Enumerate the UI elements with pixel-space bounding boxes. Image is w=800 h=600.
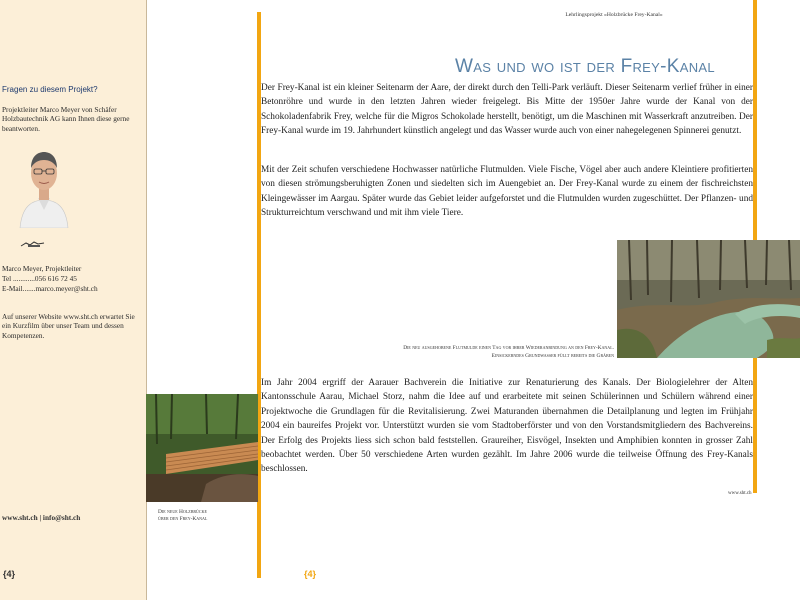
- paragraph-3: Im Jahr 2004 ergriff der Aarauer Bachverein die Initiative zur Renaturierung des Kanals. Der Biologielehrer der Alten Kantonsschule Aarau, Michael Storz, nahm die Idee auf und erarbeitete mit seinen Schülerinnen und Schülern während einer Projektwoche die Grundlagen für die Revitalisierung. Zwei Maturanden übernahmen die Detailplanung und legten im Frühjahr 2004 ein baureifes Projekt vor. Unterstützt wurden sie vom Stadtoberförster und von den Vorstandsmitgliedern des Bachvereins. Der Erfolg des Projekts liess sich schon bald feststellen. Graureiher, Eisvögel, Insekten und Amphibien konnten in grosser Zahl beobachtet werden. Über 50 verschiedene Arten wurden gezählt. Im Jahre 2006 wurde die teilweise Öffnung des Frey-Kanals beschlossen.: [261, 378, 753, 475]
- contact-name: Marco Meyer, Projektleiter: [2, 264, 82, 273]
- website-note: Auf unserer Website www.sht.ch erwartet Sie ein Kurzfilm über unser Team und dessen Kompetenzen.: [2, 312, 135, 340]
- running-header: Lehrlingsprojekt «Holzbrücke Frey-Kanal»: [565, 12, 663, 18]
- portrait-photo: [16, 140, 72, 228]
- caption-bridge-2: über den Frey-Kanal: [158, 516, 208, 522]
- caption-flood-basin-2: Einsickerndes Grundwasser füllt bereits die Gräben: [491, 353, 614, 359]
- sidebar-heading: Fragen zu diesem Projekt?: [2, 85, 98, 94]
- caption-flood-basin-1: Die neu ausgehobene Flutmulde einen Tag vor ihrer Wiederanbindung an den Frey-Kanal.: [403, 345, 614, 351]
- paragraph-1: Der Frey-Kanal ist ein kleiner Seitenarm der Aare, der direkt durch den Telli-Park verläuft. Dieser Seitenarm verlief früher in einer Betonröhre und wurde in den letzten Jahren wieder freigelegt. Bis Mitte der 1950er Jahre wurde der Kanal von der Schokoladenfabrik Frey, welche für die Migros Schokolade herstellt, benötigt, um die Maschinen mit Wasserkraft anzutreiben. Der Frey-Kanal wurde im 19. Jahrhundert künstlich angelegt und das Wasser wurde auch von einer nahegelegenen Spinnerei genutzt.: [261, 83, 753, 137]
- sidebar-divider: [146, 0, 147, 600]
- main-page-number: {4}: [304, 569, 317, 579]
- sidebar-links[interactable]: www.sht.ch | info@sht.ch: [2, 513, 81, 522]
- contact-phone: Tel ............056 616 72 45: [2, 274, 77, 283]
- caption-bridge-1: Die neue Holzbrücke: [158, 509, 207, 515]
- page-title: Was und wo ist der Frey-Kanal: [455, 56, 715, 77]
- credit-url[interactable]: www.sht.ch: [728, 491, 752, 496]
- paragraph-2: Mit der Zeit schufen verschiedene Hochwasser natürliche Flutmulden. Viele Fische, Vögel aber auch andere Kleintiere profitierten von diesen strömungsberuhigten Zonen und siedelten sich im Auengebiet an. Der Frey-Kanal wurde zu einem der fischreichsten Kleingewässer im Aargau. Später wurde das Gebiet leider aufgeforstet und die Flutmulden wurden zugeschüttet. Der Pflanzen- und Strukturreichtum verschwand und mit ihm viele Tiere.: [261, 165, 753, 219]
- contact-email[interactable]: E-Mail.......marco.meyer@sht.ch: [2, 284, 98, 293]
- signature-mark: [20, 239, 46, 249]
- photo-wooden-bridge: [146, 394, 258, 502]
- sidebar-intro: Projektleiter Marco Meyer von Schäfer Holzbautechnik AG kann Ihnen diese gerne beantworten.: [2, 105, 130, 133]
- sidebar-page-number: {4}: [3, 569, 16, 579]
- photo-flood-basin: [617, 240, 800, 358]
